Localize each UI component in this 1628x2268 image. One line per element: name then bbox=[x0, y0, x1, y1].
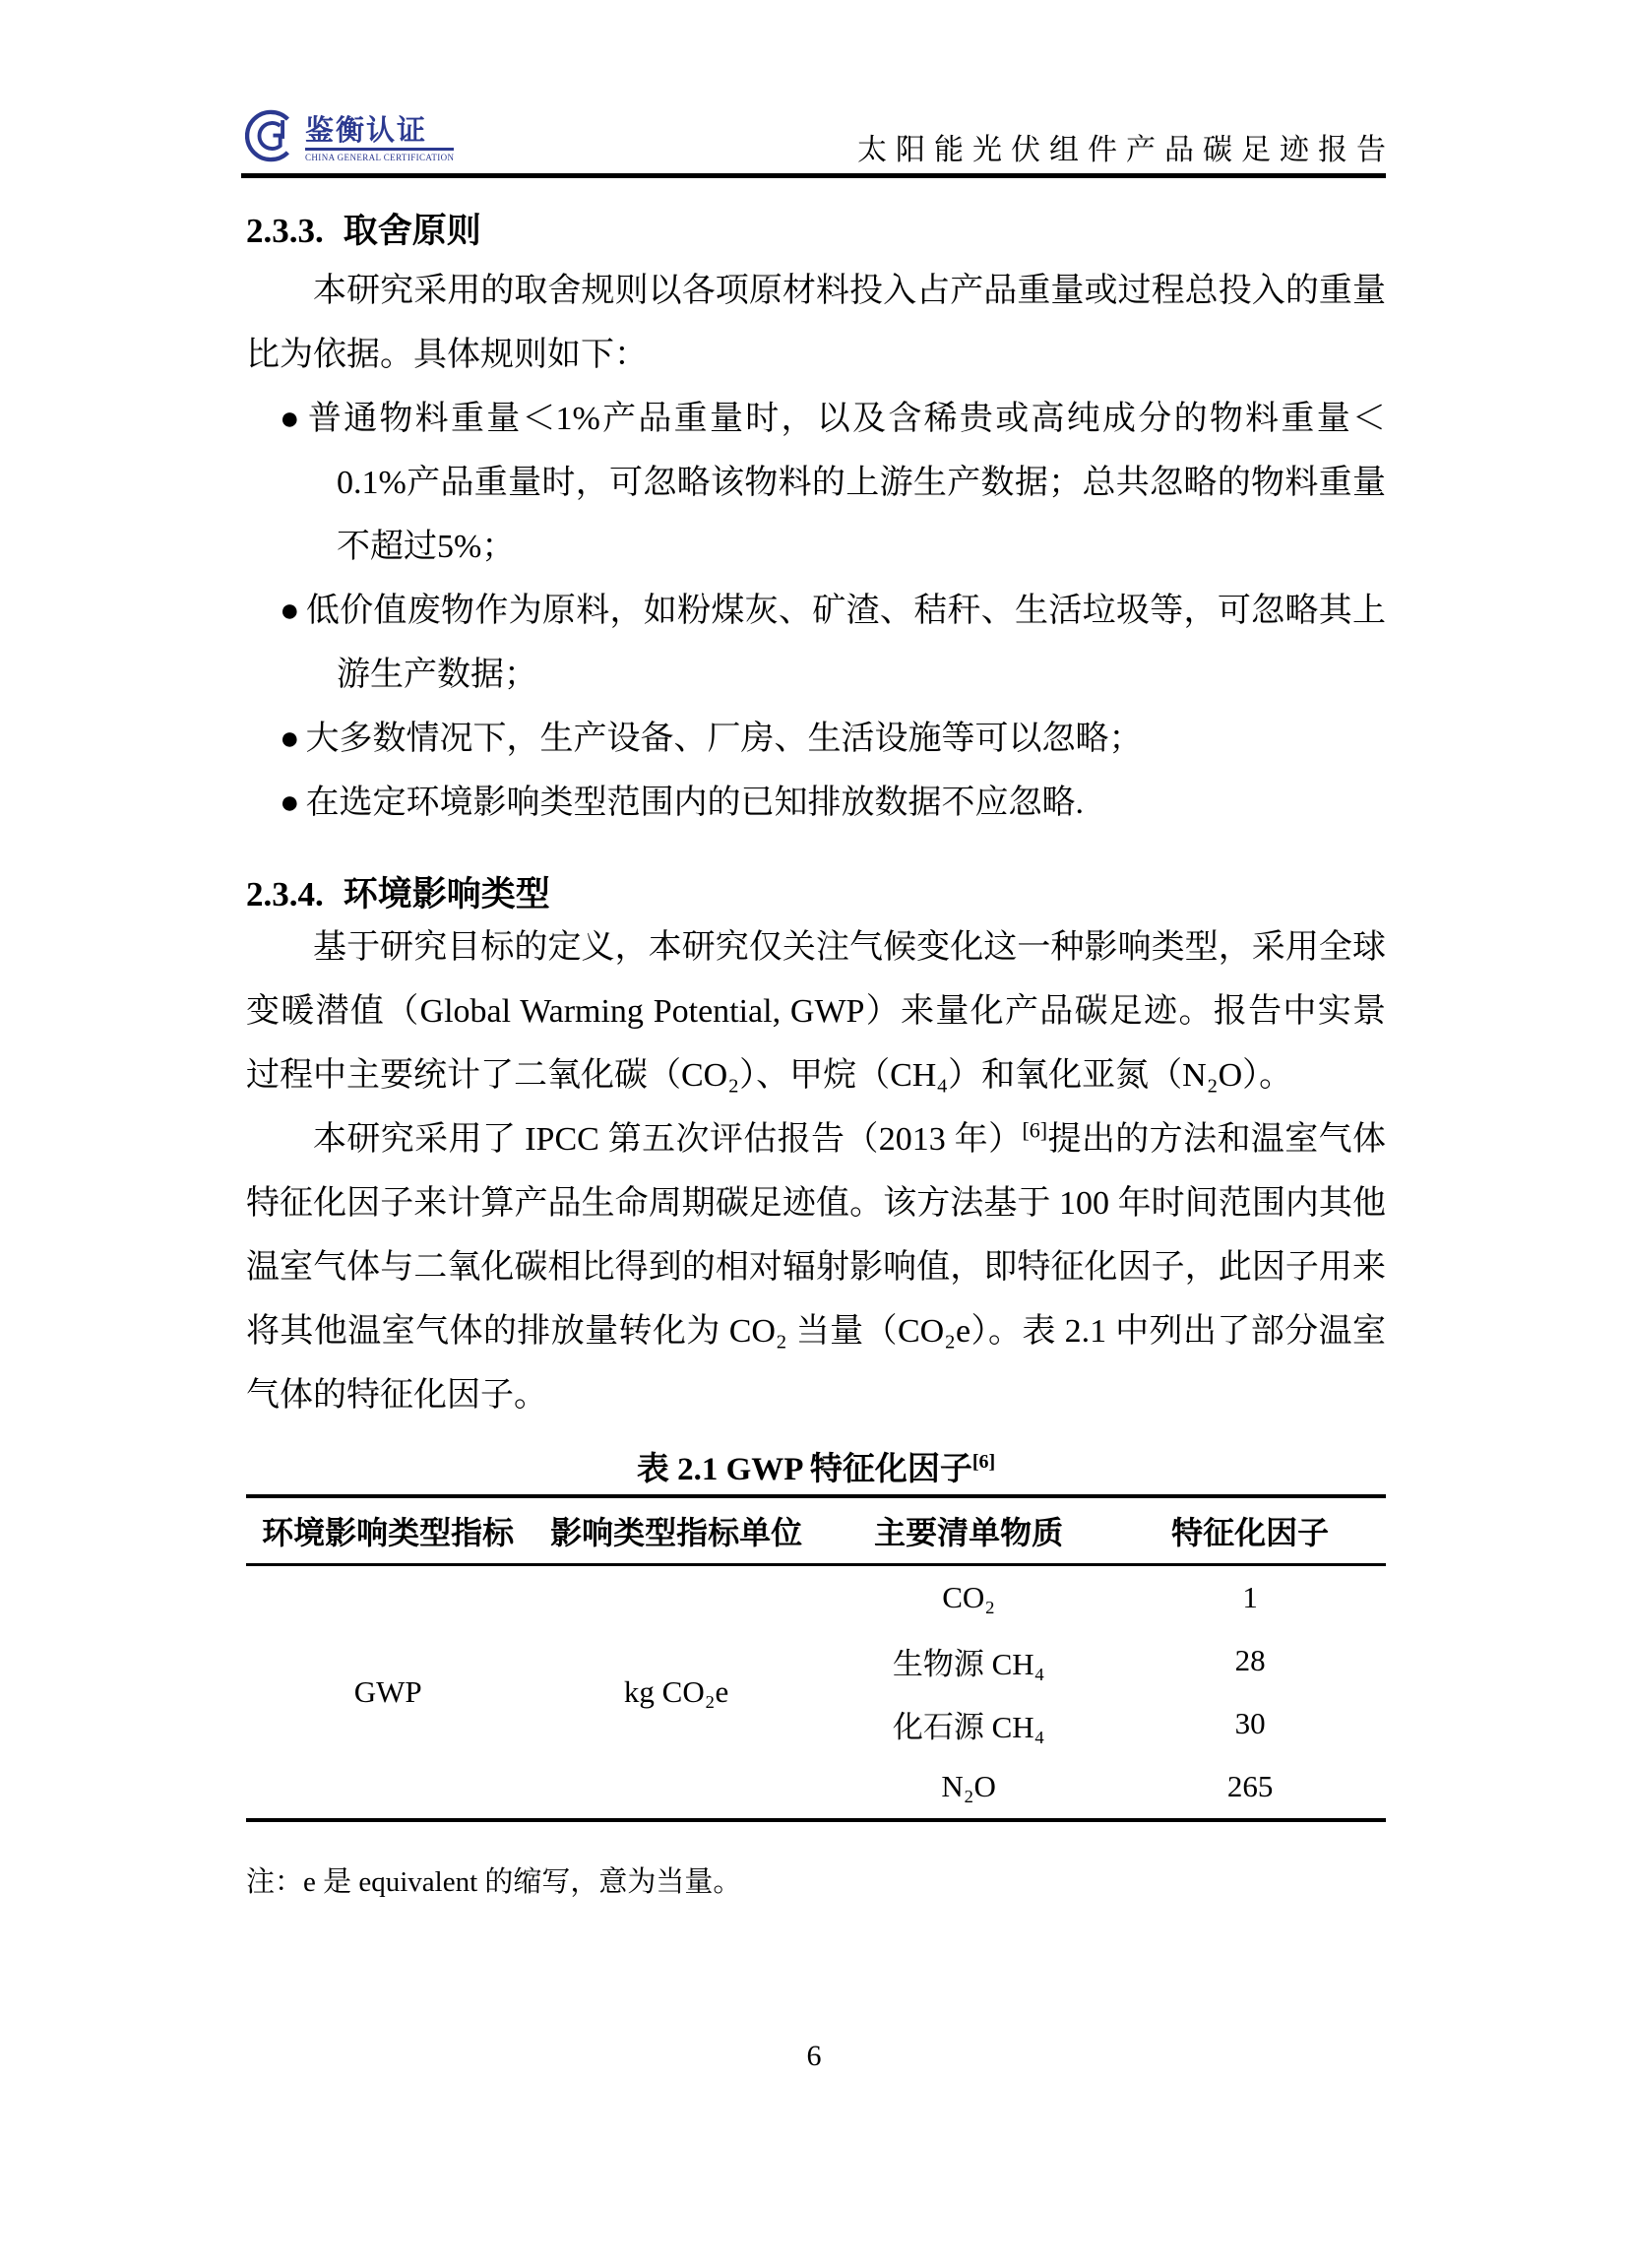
column-header: 环境影响类型指标 bbox=[246, 1496, 530, 1565]
column-header: 影响类型指标单位 bbox=[530, 1496, 823, 1565]
section-number: 2.3.3. bbox=[246, 212, 324, 250]
citation-ref: [6] bbox=[1022, 1117, 1048, 1143]
bullet-icon: ● bbox=[280, 401, 302, 437]
paragraph-text: 本研究采用了 IPCC 第五次评估报告（2013 年） bbox=[313, 1121, 1023, 1158]
factor-cell: 28 bbox=[1234, 1643, 1266, 1677]
factor-cell: 265 bbox=[1226, 1769, 1274, 1803]
factor-cell: 30 bbox=[1234, 1706, 1266, 1740]
page-content bbox=[246, 178, 1386, 1903]
paragraph-ipcc-method bbox=[246, 1107, 1386, 1427]
section-heading-233 bbox=[246, 211, 1386, 252]
table-note: 注：e 是 equivalent 的缩写，意为当量。 bbox=[246, 1866, 742, 1898]
substance-cell: CO₂ bbox=[942, 1580, 996, 1614]
table-caption-text: 表 2.1 GWP 特征化因子 bbox=[636, 1452, 972, 1487]
section-heading-234 bbox=[246, 874, 1386, 915]
indicator-cell: GWP bbox=[353, 1674, 422, 1709]
section-number: 2.3.4. bbox=[246, 875, 324, 914]
table-header-row bbox=[246, 1496, 1386, 1565]
list-item-text: 低价值废物作为原料，如粉煤灰、矿渣、秸秆、生活垃圾等，可忽略其上游生产数据； bbox=[305, 593, 1386, 693]
cgc-logo-name-en: CHINA GENERAL CERTIFICATION bbox=[305, 153, 455, 162]
substance-cell: 生物源 CH₄ bbox=[892, 1646, 1045, 1681]
list-item bbox=[246, 387, 1386, 579]
list-item-text: 大多数情况下，生产设备、厂房、生活设施等可以忽略； bbox=[305, 721, 1143, 757]
section-title: 环境影响类型 bbox=[343, 875, 550, 914]
unit-cell: kg CO₂e bbox=[623, 1674, 729, 1709]
substance-cell: N₂O bbox=[941, 1769, 996, 1803]
cutoff-rule-list bbox=[246, 387, 1386, 835]
paragraph-impact-types: 基于研究目标的定义，本研究仅关注气候变化这一种影响类型，采用全球变暖潜值（Global Warming Potential, GWP）来量化产品碳足迹。报告中实景过程中主要统计了二氧化碳（CO₂）、甲烷（CH₄）和氧化亚氮（N₂O）。 bbox=[246, 929, 1386, 1094]
citation-ref: [6] bbox=[971, 1451, 996, 1473]
substance-cell: 化石源 CH₄ bbox=[892, 1709, 1045, 1744]
gwp-factors-table bbox=[246, 1494, 1386, 1822]
table-caption bbox=[246, 1449, 1386, 1490]
factor-cell: 1 bbox=[1242, 1580, 1258, 1614]
column-header: 主要清单物质 bbox=[823, 1496, 1114, 1565]
cgc-logo-name-cn: 鉴衡认证 bbox=[305, 116, 454, 151]
list-item bbox=[246, 771, 1386, 835]
section-title: 取舍原则 bbox=[343, 212, 481, 250]
table-row bbox=[246, 1565, 1386, 1630]
bullet-icon: ● bbox=[280, 785, 300, 821]
list-item bbox=[246, 707, 1386, 771]
list-item bbox=[246, 579, 1386, 707]
cgc-logo-text bbox=[305, 108, 454, 162]
column-header: 特征化因子 bbox=[1114, 1496, 1386, 1565]
bullet-icon: ● bbox=[280, 593, 300, 629]
running-header-title: 太阳能光伏组件产品碳足迹报告 bbox=[857, 134, 1395, 166]
cgc-logo bbox=[245, 108, 454, 168]
list-item-text: 普通物料重量＜1%产品重量时，以及含稀贵或高纯成分的物料重量＜0.1%产品重量时，可忽略该物料的上游生产数据；总共忽略的物料重量不超过5%； bbox=[307, 401, 1386, 565]
page-number: 6 bbox=[806, 2040, 822, 2072]
list-item-text: 在选定环境影响类型范围内的已知排放数据不应忽略. bbox=[305, 785, 1085, 821]
page-header bbox=[241, 0, 1395, 178]
paragraph-text: 提出的方法和温室气体特征化因子来计算产品生命周期碳足迹值。该方法基于 100 年时间范围内其他温室气体与二氧化碳相比得到的相对辐射影响值，即特征化因子，此因子用来将其他温室气体的排放量转化为 CO₂ 当量（CO₂e）。表 2.1 中列出了部分温室气体的特征化因子。 bbox=[246, 1121, 1387, 1414]
paragraph-cutoff-intro: 本研究采用的取舍规则以各项原材料投入占产品重量或过程总投入的重量比为依据。具体规则如下： bbox=[246, 273, 1386, 373]
bullet-icon: ● bbox=[280, 721, 300, 757]
cgc-monogram-icon bbox=[245, 108, 298, 168]
